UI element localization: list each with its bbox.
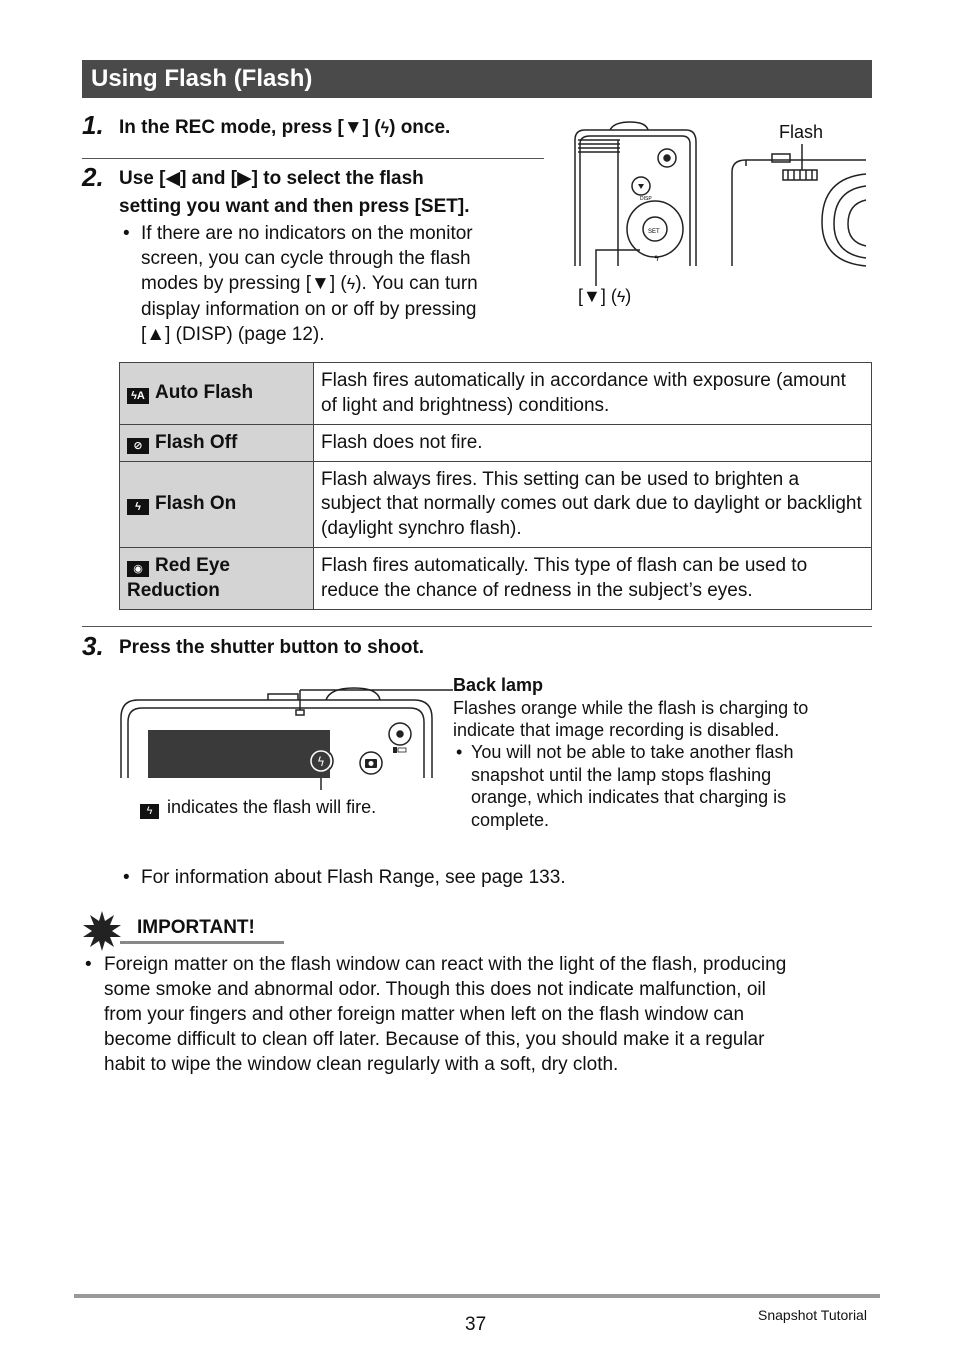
flash-range-note: For information about Flash Range, see page 133. [141,867,566,888]
bullet-dot: • [456,742,463,762]
description-cell: Flash always fires. This setting can be used to brighten a subject that normally comes out dark due to daylight or backlight (daylight synchro flash). [314,462,872,548]
step-divider [82,626,872,627]
flash-bolt-icon: ϟ [616,289,626,306]
table-row [120,462,872,548]
chapter-name: Snapshot Tutorial [758,1307,867,1323]
flash-bolt-icon: ϟ [346,276,356,293]
footer-rule [74,1294,880,1298]
flash-bolt-icon: ϟ [380,120,390,137]
step-2-bullet: If there are no indicators on the monitor screen, you can cycle through the flash modes by pressing [▼] (ϟ). You can turn display information on or off by pressing [▲] (DISP) (page 12). [141,223,478,345]
section-title-bar [82,60,872,98]
auto-flash-icon: ϟA [127,388,149,404]
description-cell: Flash fires automatically. This type of flash can be used to reduce the chance of redness in the subject’s eyes. [314,548,872,610]
bullet-dot: • [123,867,130,888]
mode-cell: ◉ Red Eye Reduction [120,548,314,610]
set-label: SET [648,229,660,235]
camera-diagram-2 [118,680,458,790]
back-lamp-bullet: You will not be able to take another flash snapshot until the lamp stops flashing orange, which indicates that charging is complete. [471,742,794,830]
step-2-text: Use [◀] and [▶] to select the flash setting you want and then press [SET]. [119,168,470,217]
flash-off-icon: ⊘ [127,438,149,454]
important-burst-icon [82,911,122,951]
table-row [120,425,872,462]
page-number: 37 [465,1314,487,1335]
back-lamp-title: Back lamp [453,675,544,695]
table-row [120,548,872,610]
important-text: Foreign matter on the flash window can react with the light of the flash, producing some smoke and abnormal odor. Though this does not indicate malfunction, oil from your fingers and other foreign matter when left on the flash window can become difficult to clean off later. Because of this, you should make it a regular habit to wipe the window clean regularly with a soft, dry cloth. [104,954,787,1075]
section-title: Using Flash (Flash) [91,65,313,92]
description-cell: Flash fires automatically in accordance with exposure (amount of light and brightness) conditions. [314,363,872,425]
flash-bolt-icon: ϟ [654,254,660,263]
mode-cell: ϟA Auto Flash [120,363,314,425]
bullet-dot: • [123,223,130,244]
mode-cell: ϟ Flash On [120,462,314,548]
table-row [120,363,872,425]
important-underline [120,941,284,944]
step-2-number: 2. [82,162,104,192]
down-button-callout: [▼] (ϟ) [578,285,631,310]
flash-on-icon: ϟ [140,804,159,819]
flash-fire-caption: ϟ indicates the flash will fire. [140,796,376,819]
bullet-dot: • [85,954,92,975]
step-3-number: 3. [82,631,104,661]
step-1-text: In the REC mode, press [▼] (ϟ) once. [119,114,450,143]
step-3-text: Press the shutter button to shoot. [119,637,425,658]
svg-text:ϟ: ϟ [317,755,325,769]
mode-cell: ⊘ Flash Off [120,425,314,462]
important-heading: IMPORTANT! [137,917,255,938]
flash-on-icon: ϟ [127,499,149,515]
disp-label: DISP [640,196,652,202]
red-eye-icon: ◉ [127,561,149,577]
step-1-number: 1. [82,110,104,140]
description-cell: Flash does not fire. [314,425,872,462]
flash-modes-table [119,362,872,610]
back-lamp-description: Back lamp Flashes orange while the flash is charging to indicate that image recording is disabled. [453,674,863,742]
flash-callout: Flash [779,122,824,142]
step-divider [82,158,544,159]
